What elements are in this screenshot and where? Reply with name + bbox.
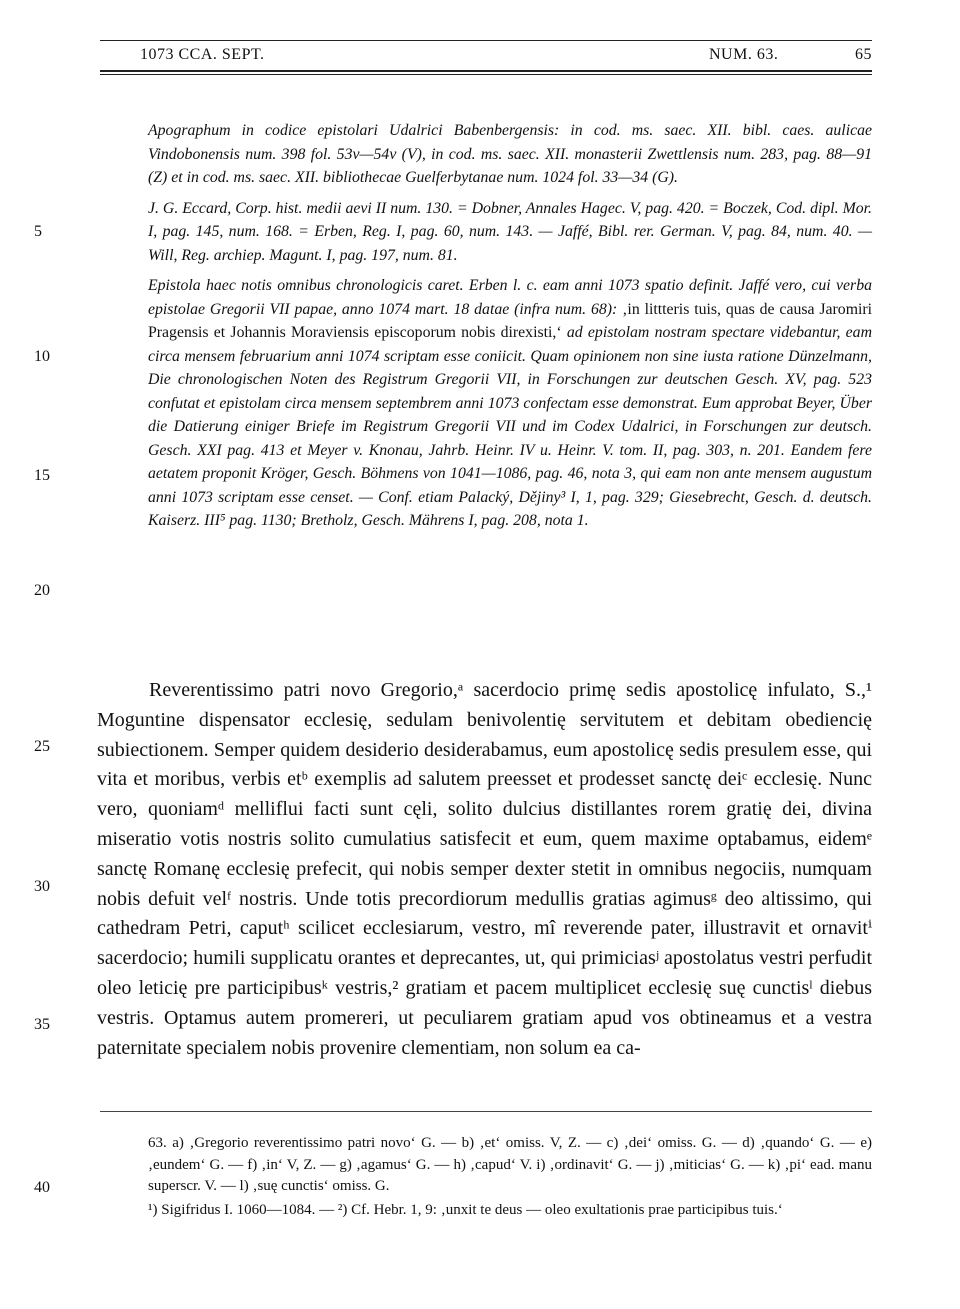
- line-number: 30: [34, 878, 50, 895]
- dating-commentary-part2: ad epistolam nostram spectare videbantur, eam circa mensem februarium anni 1074 scriptam esse coniicit. Quam opinionem non sine iusta ratione Dünzelmann, Die chronologischen Noten des Registrum Gregorii VII, in Forschungen zur deutschen Gesch. XV, pag. 523 confutat et epistolam circa mensem septembrem anni 1073 confectam esse demonstrat. Eum approbat Beyer, Über die Datierung einiger Briefe im Registrum Gregorii VII und im Codex Udalrici, in Forschungen zur deutsch. Gesch. XXI pag. 413 et Meyer v. Knonau, Jahrb. Heinr. IV u. Heinr. V. tom. II, pag. 303, n. 201. Eandem fere aetatem proponit Kröger, Gesch. Böhmens von 1041—1086, pag. 46, nota 3, qui eam non ante mensem augustum anni 1073 scriptam esse censet. — Conf. etiam Palacký, Dějiny³ I, 1, pag. 329; Giesebrecht, Gesch. d. deutsch. Kaiserz. III⁵ pag. 1130; Bretholz, Gesch. Mährens I, pag. 208, nota 1.: [148, 324, 872, 529]
- letter-text: [97, 676, 872, 1063]
- header-rule-top: [100, 40, 872, 41]
- letter-body: Reverentissimo patri novo Gregorio,ᵃ sacerdocio primę sedis apostolicę infulato, S.,¹ Moguntine dispensator ecclesię, sedulam benivolentię servitutem et debitam obediencię subiectionem. Semper quidem desiderio desiderabamus, eum apostolicę sedis presulem esse, qui vita et moribus, verbis etᵇ exemplis ad salutem preesset et prodesset sanctę deiᶜ ecclesię. Nunc vero, quoniamᵈ melliflui facti sunt cęli, solito dulcius distillantes rorem gratię dei, divina miseratio votis nostris solito cumulatius satisfecit et eum, quem maxime optabamus, eidemᵉ sanctę Romanę ecclesię prefecit, qui nobis semper dexter stetit in omnibus negociis, numquam nobis defuit velᶠ nostris. Unde totis precordiorum medullis gratias agimusᵍ deo altissimo, qui cathedram Petri, caputʰ scilicet ecclesiarum, vestro, mî reverende pater, illustravit et ornavitⁱ sacerdocio; humili supplicatu orantes et deprecantes, ut, qui primiciasʲ apostolatus vestri perfudit oleo leticię pre participibusᵏ vestris,² gratiam et pacem multiplicet ecclesię suę cunctisˡ diebus vestris. Optamus autem promereri, ut peculiarem gratiam apud vos obtineamus et a vestra paternitate specialem nobis provenire clementiam, non solum ea ca-: [97, 679, 872, 1059]
- dating-commentary-part1: Epistola haec notis omnibus chronologicis caret. Erben l. c. eam anni 1073 spatio definit. Jaffé vero, cui verba epistolae Gregorii VII papae, anno 1074 mart. 18 datae (infra num. 68):: [148, 277, 872, 318]
- header-rule-thick: [100, 70, 872, 72]
- manuscript-sources: Apographum in codice epistolari Udalrici Babenbergensis: in cod. ms. saec. XII. bibl. caes. aulicae Vindobonensis num. 398 fol. 53v—54v (V), in cod. ms. saec. XII. monasterii Zwettlensis num. 283, pag. 88—91 (Z) et in cod. ms. saec. XII. bibliothecae Guelferbytanae num. 1024 fol. 33—34 (G).: [148, 122, 872, 186]
- variant-readings: 63. a) ‚Gregorio reverentissimo patri novo‘ G. — b) ‚et‘ omiss. V, Z. — c) ‚dei‘ omiss. G. — d) ‚quando‘ G. — e) ‚eundem‘ G. — f) ‚in‘ V, Z. — g) ‚agamus‘ G. — h) ‚capud‘ V. i) ‚ordinavit‘ G. — j) ‚miticias‘ G. — k) ‚pi‘ ead. manu superscr. V. — l) ‚suę cunctis‘ omiss. G.: [148, 1135, 872, 1194]
- header-date: 1073 CCA. SEPT.: [140, 46, 265, 63]
- footnotes: [148, 1133, 872, 1221]
- line-number: 35: [34, 1016, 50, 1033]
- source-apparatus: [148, 119, 872, 533]
- line-number: 5: [34, 223, 42, 240]
- header-document-number: NUM. 63.: [709, 46, 779, 63]
- line-number: 20: [34, 582, 50, 599]
- line-number: 15: [34, 467, 50, 484]
- running-header: [100, 40, 872, 74]
- page-number: 65: [855, 46, 872, 63]
- editions-list: J. G. Eccard, Corp. hist. medii aevi II num. 130. = Dobner, Annales Hagec. V, pag. 420. = Boczek, Cod. dipl. Mor. I, pag. 145, num. 168. = Erben, Reg. I, pag. 60, num. 143. — Jaffé, Bibl. rer. German. V, pag. 84, num. 40. — Will, Reg. archiep. Magunt. I, pag. 197, num. 81.: [148, 199, 872, 264]
- source-notes: ¹) Sigifridus I. 1060—1084. — ²) Cf. Hebr. 1, 9: ‚unxit te deus — oleo exultationis prae participibus tuis.‘: [148, 1201, 783, 1218]
- line-number: 10: [34, 348, 50, 365]
- dating-commentary: [148, 274, 872, 533]
- quoted-letter-passage: ‚in littteris tuis, quas de causa Jaromiri Pragensis et Johannis Moraviensis episcoporum nobis direxisti,‘: [148, 300, 873, 341]
- line-number: 40: [34, 1179, 50, 1196]
- header-rule-thin: [100, 74, 872, 75]
- line-number: 25: [34, 738, 50, 755]
- footnote-divider: [100, 1111, 872, 1112]
